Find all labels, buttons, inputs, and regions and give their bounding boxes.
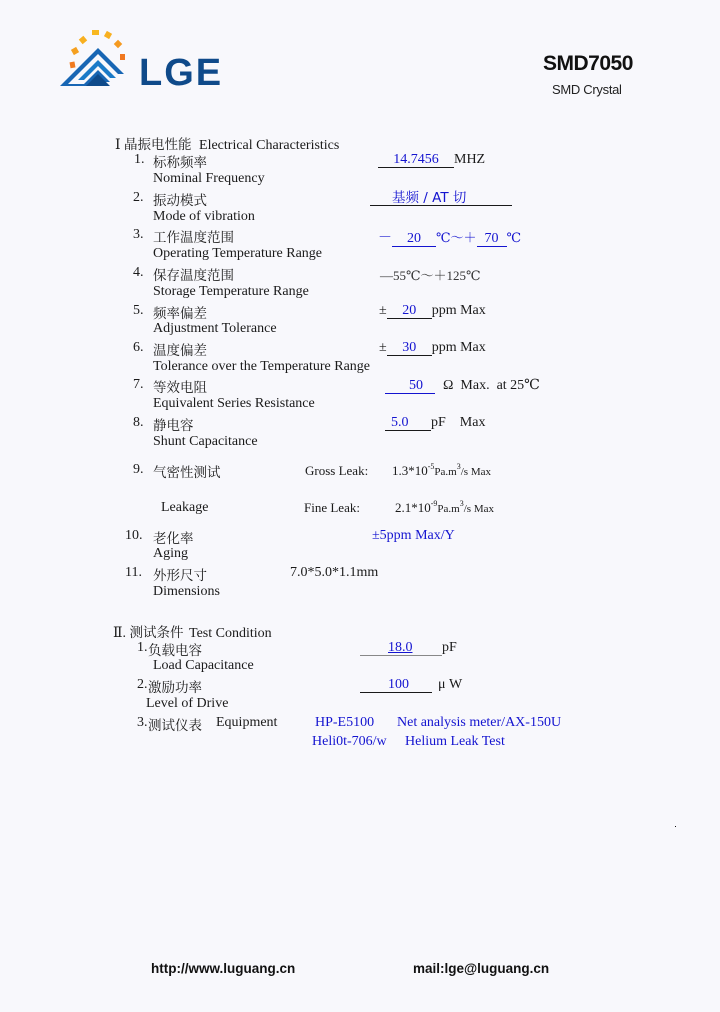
item-label-cn: 标称频率 xyxy=(153,155,207,171)
capacitance-unit: pF Max xyxy=(431,415,486,430)
item-label-en: Equipment xyxy=(216,715,278,730)
item-label-cn: 工作温度范围 xyxy=(153,230,234,246)
operating-temp-value xyxy=(378,227,521,247)
minus-sign: － xyxy=(378,231,392,246)
dimensions-value: 7.0*5.0*1.1mm xyxy=(290,565,379,580)
item-label-en: Mode of vibration xyxy=(153,209,255,224)
item-label-en: Operating Temperature Range xyxy=(153,246,323,261)
email-link[interactable]: mail:lge@luguang.cn xyxy=(413,961,550,976)
storage-temp-value: —55℃～＋125℃ xyxy=(380,268,481,283)
gross-unit-exp: 3 xyxy=(456,462,461,471)
section2-title-en: Test Condition xyxy=(189,626,272,641)
load-capacitance-number: 18.0 xyxy=(388,640,413,655)
aging-value: ±5ppm Max/Y xyxy=(372,528,455,543)
item-num: 2. xyxy=(133,190,144,205)
item-num: 6. xyxy=(133,340,144,355)
section1-title-en: Electrical Characteristics xyxy=(199,138,340,153)
item-label-cn: 频率偏差 xyxy=(153,306,207,322)
gross-tail: /s Max xyxy=(460,466,491,478)
item-num: 5. xyxy=(133,303,144,318)
esr-value xyxy=(385,377,540,394)
item-label-en: Storage Temperature Range xyxy=(153,284,309,299)
plus-minus-sign: ± xyxy=(379,303,387,318)
item-label-en: Nominal Frequency xyxy=(153,171,265,186)
equipment-1-desc: Net analysis meter/AX-150U xyxy=(397,715,562,730)
temp-tolerance-unit: ppm Max xyxy=(431,340,486,355)
frequency-unit: MHZ xyxy=(454,152,486,167)
section2-title-cn: 测试条件 xyxy=(129,625,184,641)
item-num: 3. xyxy=(137,715,148,730)
load-capacitance-unit: pF xyxy=(442,640,457,655)
adjustment-tolerance-value xyxy=(379,303,486,319)
item-num: 2. xyxy=(137,677,148,692)
item-label-en: Level of Drive xyxy=(146,696,229,711)
item-label-en: Dimensions xyxy=(153,584,220,599)
item-label-cn: 温度偏差 xyxy=(153,343,207,359)
plus-minus-sign: ± xyxy=(379,340,387,355)
item-num: 1. xyxy=(137,640,148,655)
item-label-en: Aging xyxy=(153,546,188,561)
fine-leak-value xyxy=(395,500,494,516)
item-num: 1. xyxy=(134,152,145,167)
item-label-cn: 静电容 xyxy=(153,418,194,434)
section1-numeral: Ⅰ xyxy=(115,138,121,153)
equipment-2-model: Heli0t-706/w xyxy=(312,734,387,749)
shunt-capacitance-value xyxy=(385,415,485,431)
gross-leak-label: Gross Leak: xyxy=(305,463,369,478)
temp-tolerance-number: 30 xyxy=(387,341,432,356)
section2-numeral: Ⅱ. xyxy=(113,626,127,641)
logo-mountain-icon xyxy=(58,24,138,90)
drive-level-number: 100 xyxy=(388,677,409,692)
item-num: 10. xyxy=(125,528,143,543)
item-label-cn: 等效电阻 xyxy=(153,380,207,396)
item-label-en: Load Capacitance xyxy=(153,658,254,673)
item-label-cn: 保存温度范围 xyxy=(153,268,234,284)
website-link[interactable]: http://www.luguang.cn xyxy=(151,961,296,976)
company-logo xyxy=(58,24,138,90)
section1-title-cn: 晶振电性能 xyxy=(124,137,192,153)
temp-tolerance-value xyxy=(379,340,486,356)
gross-leak-value xyxy=(392,463,491,479)
equipment-2-desc: Helium Leak Test xyxy=(405,734,505,749)
mode-text: 基频 / AT 切 xyxy=(392,190,467,206)
gross-mantissa: 1.3*10 xyxy=(392,463,428,478)
temp-unit: ℃ xyxy=(506,230,522,245)
item-num: 4. xyxy=(133,265,144,280)
equipment-1-model: HP-E5100 xyxy=(315,715,375,730)
temp-low: 20 xyxy=(392,232,436,247)
item-num: 8. xyxy=(133,415,144,430)
item-label-cn: 外形尺寸 xyxy=(153,568,207,584)
item-label-cn: 振动模式 xyxy=(153,193,207,209)
section1-heading xyxy=(115,133,339,154)
item-label-cn: 激励功率 xyxy=(148,680,202,696)
tolerance-number: 20 xyxy=(387,304,432,319)
esr-unit: Ω Max. at 25℃ xyxy=(443,378,540,393)
item-label-en: Shunt Capacitance xyxy=(153,434,258,449)
gross-unit: Pa.m xyxy=(434,466,457,478)
temp-separator: ℃～＋ xyxy=(436,230,477,245)
fine-mantissa: 2.1*10 xyxy=(395,500,431,515)
item-label-cn: 老化率 xyxy=(153,531,194,547)
item-label-cn: 测试仪表 xyxy=(148,718,202,734)
item-label-cn: 负载电容 xyxy=(148,643,202,659)
model-number: SMD7050 xyxy=(543,52,633,75)
stray-dot xyxy=(675,826,676,827)
product-type: SMD Crystal xyxy=(552,82,622,97)
fine-exponent: -9 xyxy=(430,499,438,508)
nominal-frequency-value xyxy=(378,152,485,168)
fine-leak-label: Fine Leak: xyxy=(304,500,360,515)
fine-tail: /s Max xyxy=(463,503,494,515)
item-label-en: Equivalent Series Resistance xyxy=(153,396,315,411)
tolerance-unit: ppm Max xyxy=(431,303,486,318)
item-label-en: Leakage xyxy=(161,500,209,515)
fine-unit-exp: 3 xyxy=(459,499,464,508)
item-num: 11. xyxy=(125,565,142,580)
vibration-mode-value xyxy=(370,189,512,207)
item-label-en: Tolerance over the Temperature Range xyxy=(153,359,371,374)
drive-level-unit: μ W xyxy=(438,677,463,692)
brand-name: LGE xyxy=(139,52,224,94)
item-label-en: Adjustment Tolerance xyxy=(153,321,277,336)
drive-level-value xyxy=(360,677,462,693)
gross-exponent: -5 xyxy=(427,462,435,471)
item-num: 7. xyxy=(133,377,144,392)
load-capacitance-value xyxy=(360,640,457,656)
temp-high: 70 xyxy=(477,232,507,247)
frequency-number: 14.7456 xyxy=(393,152,439,167)
capacitance-number: 5.0 xyxy=(391,415,409,430)
esr-number: 50 xyxy=(409,378,423,393)
fine-unit: Pa.m xyxy=(437,503,460,515)
item-num: 9. xyxy=(133,462,144,477)
item-label-cn: 气密性测试 xyxy=(153,465,221,481)
item-num: 3. xyxy=(133,227,144,242)
